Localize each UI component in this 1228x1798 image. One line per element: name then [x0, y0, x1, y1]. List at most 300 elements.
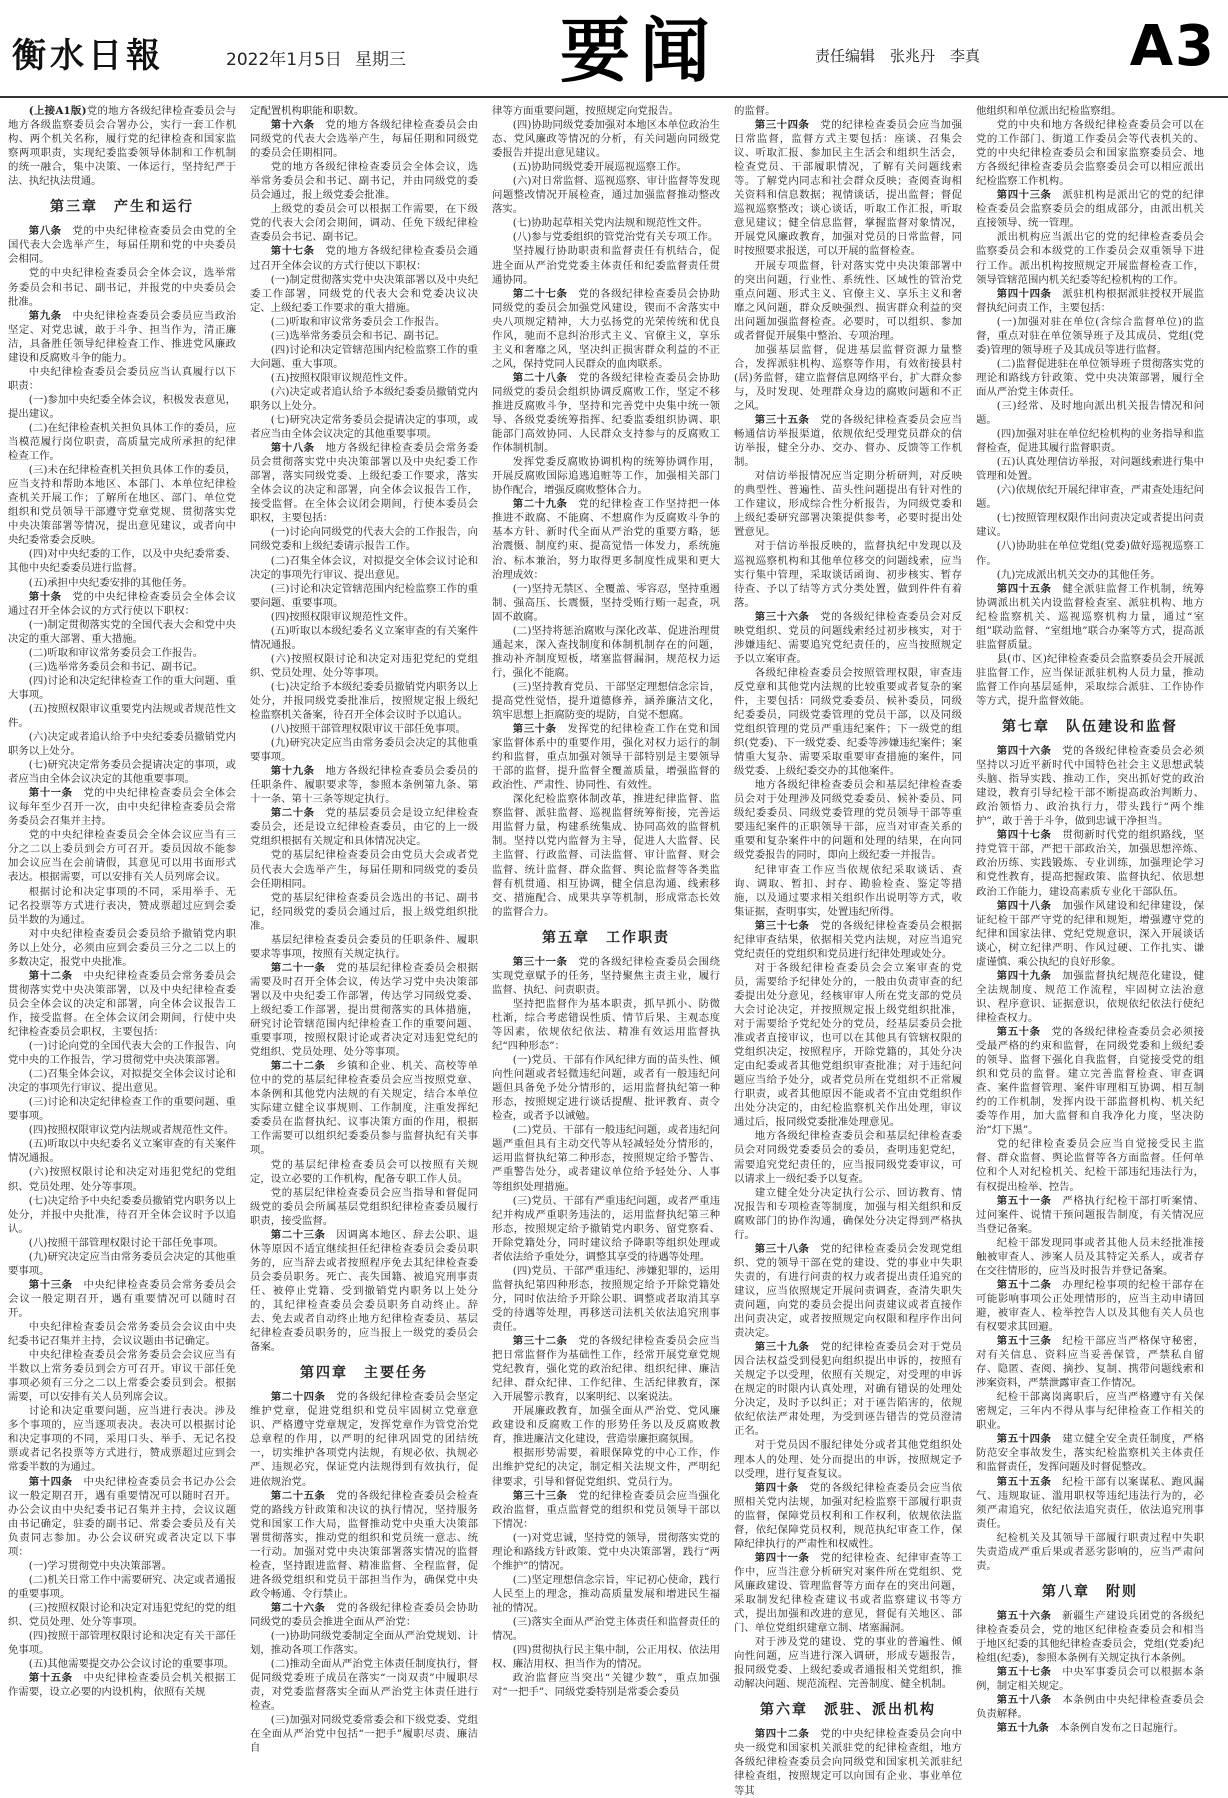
paragraph-text: 建立健全安全责任制度，严格防范安全事故发生，落实纪检监察机关主体责任和监督责任，发挥问题及时督促整改。 [976, 1433, 1205, 1474]
article-paragraph [734, 961, 962, 1130]
paragraph-text: 因调离本地区、辞去公职、退休等原因不适宜继续担任纪律检查委员会委员职务的，应当辞去或者按照程序免去其纪律检查委员会委员职务。死亡、丧失国籍、被追究刑事责任、被停止党籍、受到撤销党内职务以上处分的，其纪律检查委员会委员职务自动终止。辞去、免去或者自动终止地方纪律检查委员、基层纪律检查委员职务的，应当报上一级党的委员会备案。 [250, 1228, 479, 1354]
paragraph-text: 纪检机关及其领导干部履行职责过程中失职失责造成严重后果或者恶劣影响的，应当严肃问责。 [976, 1531, 1204, 1572]
paragraph-text: (八)按照干部管理权限审议干部任免事项。 [270, 723, 466, 736]
article-paragraph [976, 568, 1204, 582]
article-paragraph [492, 1334, 720, 1404]
paragraph-text: (九)研究决定应当由常务委员会决定的其他重要事项。 [8, 1250, 236, 1277]
article-paragraph [250, 1657, 478, 1713]
paragraph-text: (二)推动全面从严治党主体责任制度执行，督促同级党委班子成员在落实“一岗双责”中履职尽责，对党委监督落实全面从严治党主体责任进行检查。 [250, 1658, 478, 1713]
article-paragraph [734, 1242, 962, 1340]
paragraph-text: 对于党员因不服纪律处分或者其他党组织处理本人的处理、处分而提出的申诉，按照规定予以受理，进行复查复议。 [734, 1439, 962, 1480]
paragraph-text: (二)党员、干部有一般违纪问题，或者违纪问题严重但具有主动交代等从轻减轻处分情形的，运用监督执纪第二种形态，按照规定给予警告、严重警告处分，或者建议单位给予轻处分、人事等组织处理措施。 [492, 1124, 720, 1193]
paragraph-text: 对中央纪律检查委员会委员给予撤销党内职务以上处分，必须由应到会委员三分之二以上的多数决定，报党中央批准。 [8, 927, 236, 968]
article-paragraph [8, 421, 236, 463]
paragraph-text: 中央纪律检查委员会常务委员会贯彻落实党中央决策部署，以及中央纪律检查委员会全体会议的决定和部署，向全体会议报告工作，接受监督。在全体会议闭会期间，行使中央纪律检查委员会职权，主要包括： [8, 969, 237, 1038]
article-paragraph [250, 1228, 478, 1354]
paragraph-text: (二)在纪律检查机关担负具体工作的委员，应当模范履行岗位职责，高质量完成所承担的纪律检查工作。 [8, 421, 236, 463]
article-paragraph [250, 1059, 478, 1157]
article-paragraph [976, 1236, 1204, 1278]
paragraph-text: 党的纪律检查委员会应当自觉接受民主监督、群众监督、舆论监督等各方面监督。任何单位和个人对纪检机关、纪检干部违纪违法行为，有权提出检举、控告。 [976, 1138, 1204, 1193]
article-paragraph [250, 413, 478, 441]
paragraph-text: 党的地方各级纪律检查委员会由同级党的代表大会选举产生，每届任期和同级党的委员会任期相同。 [250, 119, 479, 160]
paragraph-text: 中央纪律检查委员会常务委员会会议由中央纪委书记召集并主持，会议议题由书记确定。 [8, 1320, 236, 1348]
article-paragraph [8, 969, 236, 1039]
paragraph-text: 对于各级纪律检查委员会会立案审查的党员，需要给予纪律处分的，一般由负责审查的纪委提出处分意见，经核审审人所在党支部的党员大会讨论决定，并按照规定报上级党组织批准，对于需要给予党纪处分的党员，经基层委员会批准或者直接审议，也可以在其他具有管辖权限的党组织决定，按照程序，开除党籍的，其处分决定由纪委或者其他党组织审查批准；对于违纪问题应当给予处分，或者党员所在党组织不正常履行职责，或者其他原因不能或者不宜由党组织作出处分决定的，由纪检监察机关作出处理，审议通过后，报同级党委批准处理意见。 [734, 961, 962, 1129]
paragraph-text: 党的纪律检查委员会应当加强日常监督，监督方式主要包括：座谈、召集会议、听取汇报、参加民主生活会和组织生活会，检查党员、干部履职情况，了解有关问题线索等。了解党内同志和社会群众反映；查阅查询相关资料和信息数据；视情谈话，提出监督；督促巡视巡察整改；谈心谈话，听取工作汇报，听取意见建议；健全信息监督，掌握监督对象情况，开展党风廉政教育，加强对党员的日常监督，同时按照要求报送，可以开展的监督检查。 [734, 119, 963, 258]
article-number: 第五十四条 [996, 1433, 1063, 1446]
article-number: 第五十六条 [996, 1609, 1063, 1622]
article-paragraph [8, 885, 236, 927]
article-number: 第四十条 [754, 1481, 810, 1494]
article-paragraph [492, 1264, 720, 1334]
paragraph-text: 中央纪律检查委员会机关根据工作需要，设立必要的内设机构，依照有关规 [8, 1672, 237, 1699]
article-paragraph [492, 1643, 720, 1671]
paragraph-text: 地方各级纪律检查委员会和基层纪律检查委员会对同级党委委员会的委员，查明违犯党纪，需要追究党纪责任的，应当报同级党委审议，可以请求上一级纪委予以复查。 [734, 1130, 962, 1185]
section-title: 要闻 [560, 10, 720, 92]
paragraph-text: (五)其他需要提交办公会议讨论的重要事项。 [28, 1658, 235, 1671]
chapter-heading: 第五章 工作职责 [542, 929, 670, 946]
paragraph-text: 党的纪律检查委员会发现党组织、党的领导干部在党的建设、党的事业中失职失责的，有进行问责的权力或者提出责任追究的建议，应当依照规定开展问责调查，查清失职失责问题，向党的委员会提出问责建议或者直接作出问责决定，或者按照规定向权限和程序作出问责决定。 [734, 1242, 963, 1340]
paragraph-text: 纪检干部应当严格保守秘密，对有关信息、资料应当妥善保管，严禁私自留存、隐匿、查阅、摘抄、复制、携带问题线索和涉案资料，严禁泄露审查工作情况。 [976, 1335, 1205, 1390]
newspaper-logo: 衡水日報 [12, 36, 164, 76]
paragraph-text: 根据形势需要，着眼保障党的中心工作，作出维护党纪的决定，制定相关法规文件，严明纪律要求，引导和督促党组织、党员行为。 [492, 1447, 720, 1488]
article-paragraph [492, 1123, 720, 1193]
article-number: 第四十九条 [996, 969, 1063, 982]
article-number: 第四十五条 [996, 582, 1063, 595]
paragraph-text: (五)认真处理信访举报，对问题线索进行集中管理和处置。 [976, 456, 1204, 483]
article-paragraph [8, 576, 236, 590]
paragraph-text: 定配置机构职能和职数。 [250, 105, 365, 117]
paragraph-text: 党的基层纪律检查委员会可以按照有关规定，设立必要的工作机构，配备专职工作人员。 [250, 1158, 478, 1185]
paragraph-text: 派驻机构是派出它的党的纪律检查委员会监察委员会的组成部分，由派出机关直接领导、统一管理。 [976, 189, 1205, 230]
article-paragraph [492, 160, 720, 174]
article-paragraph [250, 385, 478, 413]
article-paragraph [8, 309, 236, 365]
article-paragraph [8, 1278, 236, 1320]
article-paragraph [250, 610, 478, 624]
article-number: 第十六条 [270, 119, 326, 132]
article-paragraph [492, 174, 720, 216]
article-number: 第十一条 [28, 787, 84, 800]
article-number: 第三十五条 [754, 414, 821, 427]
article-paragraph [976, 118, 1204, 188]
article-paragraph [250, 736, 478, 764]
article-paragraph [250, 371, 478, 385]
paragraph-text: 基层纪律检查委员会委员的任职条件、履职要求等事项，按照有关规定执行。 [250, 933, 478, 960]
article-number: 第三十八条 [754, 1242, 821, 1255]
article-paragraph [250, 343, 478, 371]
paragraph-text: (五)承担中央纪委安排的其他任务。 [28, 576, 193, 589]
article-paragraph [8, 590, 236, 618]
paragraph-text: 加强作风建设和纪律建设，保证纪检干部严守党的纪律和规矩，增强遵守党的纪律和国家法律、党纪党规意识，深入开展谈话谈心，树立纪律严明、作风过硬、工作扎实、谦虚谨慎、乘公执纪的良好形象。 [976, 899, 1205, 968]
paragraph-text: 地方各级纪律检查委员会委员的任职条件、履职要求等，参照本条例第九条、第十一条、第十三条等规定执行。 [250, 765, 479, 806]
article-paragraph [492, 244, 720, 286]
paragraph-text: (五)听取以中央纪委名义立案审查的有关案件情况通报。 [8, 1138, 236, 1165]
article-paragraph [250, 848, 478, 890]
paragraph-text: (七)决定给予中央纪委委员撤销党内职务以上处分，并报中央批准，待召开全体会议时予以追认。 [8, 1194, 236, 1235]
article-paragraph [976, 230, 1204, 286]
paragraph-text: (四)讨论和决定纪律检查工作的重大问题、重大事项。 [8, 674, 236, 701]
paragraph-text: 对信访举报情况应当定期分析研判，对反映的典型性、普遍性、苗头性问题提出有针对性的工作建议，形成综合性分析报告，为同级党委和上级纪委研究部署决策提供参考，必要时提出处置意见。 [734, 470, 962, 539]
article-paragraph [492, 1615, 720, 1643]
article-paragraph [734, 1438, 962, 1480]
paragraph-text: (一)参加中央纪委全体会议，积极发表意见，提出建议。 [8, 393, 236, 420]
paragraph-text: 地方各级纪律检查委员会常务委员会贯彻落实党中央决策部署以及中央纪委工作部署，落实同级党委、上级纪委工作要求，落实全体会议的决定和部署，向全体会议报告工作，接受监督。在全体会议闭会期间，行使本委员会职权，主要包括： [250, 442, 479, 525]
paragraph-text: (一)制定贯彻落实党中央决策部署以及中央纪委工作部署，同级党的代表大会和党委决议决定、上级纪委工作要求的重大措施。 [250, 273, 478, 314]
article-number: 第五十二条 [996, 1278, 1063, 1291]
paragraph-text: 建立健全处分决定执行公示、回访教育、情况报告和专项检查等制度，加强与相关组织和反腐败部门的协作沟通，确保处分决定得到严格执行。 [734, 1186, 962, 1241]
article-number: 第三十九条 [754, 1341, 821, 1354]
paragraph-text: 深化纪检监察体制改革，推进纪律监督、监察监督、派驻监督、巡视监督统筹衔接，完善运用监督力量，构建系统集成、协同高效的监督机制。坚持以党内监督为主导，促进人大监督、民主监督、行政监督、司法监督、审计监督、财会监督、统计监督、群众监督、舆论监督等各类监督有机贯通、相互协调，健全信息沟通、线索移交、措施配合、成果共享等机制，形成常态长效的监督合力。 [492, 793, 720, 918]
paragraph-text: 派出机构应当派出它的党的纪律检查委员会监察委员会和本级党的工作委员会双重领导下进行工作。派出机构按照规定开展监督检查工作，领导管辖范围内机关纪委等纪检机构的工作。 [976, 231, 1204, 286]
continuation-note: (上接A1版) [28, 105, 87, 117]
paragraph-text: 党的各级纪律检查委员会根据纪律审查结果，依据相关党内法规，对应当追究党纪责任的党组织和党员进行纪律处理或处分。 [734, 919, 963, 960]
paragraph-text: 根据讨论和决定事项的不同，采用举手、无记名投票等方式进行表决，赞成票超过应到会委员半数的为通过。 [8, 885, 236, 926]
article-paragraph [8, 224, 236, 266]
paragraph-text: (三)坚持教育党员、干部坚定理想信念宗旨，提高党性觉悟，提升道德修养，涵养廉洁文化，筑牢思想上拒腐防变的堤防，自觉不想腐。 [492, 680, 720, 722]
paragraph-text: 中央纪律检查委员会委员应当认真履行以下职责： [8, 365, 236, 392]
article-paragraph [250, 933, 478, 961]
paragraph-text: (六)决定或者追认给予本级纪委委员撤销党内职务以上处分。 [250, 385, 478, 412]
paragraph-text: 党的基层纪律检查委员会根据需要及时召开全体会议，传达学习党中央决策部署以及中央纪委工作部署，传达学习同级党委、上级纪委工作部署，提出贯彻落实的具体措施，研究讨论管辖范围内纪律检查工作的重要问题、重要事项，按照权限讨论或者决定对违犯党纪的党组织、党员处理、处分等事项。 [250, 961, 479, 1059]
paragraph-text: 纪检干部有以案谋私、跑风漏气、违规取证、滥用职权等违纪违法行为的，必须严肃追究，依纪依法追究责任，依法追究刑事责任。 [976, 1475, 1205, 1530]
article-paragraph [976, 969, 1204, 1025]
article-paragraph [250, 1390, 478, 1488]
article-paragraph [734, 1186, 962, 1242]
paragraph-text: 党的纪律检查委员会对于党员因合法权益受到侵犯向组织提出申诉的，按照有关规定予以受理，依照有关规定，对受理的申诉在规定的时限内认真处理，对确有错误的处理处分决定，及时予以纠正；对于诬告陷害的，依规依纪依法严肃处理，为受到诬告错告的党员澄清正名。 [734, 1341, 963, 1438]
paragraph-text: (二)机关日常工作中需要研究、决定或者通报的重要事项。 [8, 1573, 236, 1600]
paragraph-text: 各级纪律检查委员会按照管理权限，审查违反党章和其他党内法规的比较重要或者复杂的案件，主要包括：同级党委委员、候补委员，同级纪委委员，同级党委管理的党员干部，以及同级党组织管理的党员严重违纪案件；下一级党的组织(党委)、下一级党委、纪委等涉嫌违纪案件；案情重大复杂、需要采取重要审查措施的案件，同级党委、上级纪委交办的其他案件。 [734, 666, 962, 778]
article-paragraph [734, 104, 962, 118]
paragraph-text: (三)经常、及时地向派出机关报告情况和问题。 [976, 399, 1204, 427]
article-paragraph [8, 1250, 236, 1278]
chapter-heading: 第三章 产生和运行 [50, 199, 194, 216]
article-number: 第五十五条 [996, 1475, 1063, 1488]
article-paragraph [976, 1390, 1204, 1432]
paragraph-text: 开展廉政教育，加强全面从严治党、党风廉政建设和反腐败工作的形势任务以及反腐败教育，推进廉洁文化建设，营造崇廉拒腐氛围。 [492, 1405, 720, 1446]
article-paragraph [976, 357, 1204, 399]
article-paragraph [250, 764, 478, 806]
article-paragraph [492, 1404, 720, 1446]
article-paragraph [492, 1531, 720, 1573]
paragraph-text: 党的基层纪律检查委员会选出的书记、副书记，经同级党的委员会通过后，报上级党组织批准。 [250, 891, 478, 932]
article-number: 第四十八条 [996, 899, 1063, 912]
article-number: 第二十六条 [270, 1601, 337, 1614]
article-paragraph [976, 1278, 1204, 1334]
article-paragraph [976, 1531, 1204, 1573]
paragraph-text: (七)按照管理权限作出问责决定或者提出问责建议。 [976, 512, 1204, 539]
article-paragraph [8, 618, 236, 646]
paragraph-text: 讨论和决定重要问题，应当进行表决。涉及多个事项的，应当逐项表决。表决可以根据讨论和决定事项的不同，采用口头、举手、无记名投票或者记名投票等方式进行，赞成票超过应到会常委半数的为通过。 [8, 1405, 236, 1474]
paragraph-text: 纪检干部发现同事或者其他人员未经批准接触被审查人、涉案人员及其特定关系人，或者存在交往情形的，应当及时报告并登记备案。 [976, 1236, 1204, 1277]
paragraph-text: 加强监督执纪规范化建设，健全法规制度、规范工作流程，牢固树立法治意识、程序意识、证据意识，依规依纪依法行使纪律检查权力。 [976, 969, 1205, 1024]
article-paragraph [250, 244, 478, 272]
article-number: 第五十七条 [996, 1666, 1063, 1679]
article-number: 第四十一条 [754, 1551, 821, 1564]
article-number: 第九条 [28, 309, 73, 322]
article-paragraph [492, 455, 720, 497]
article-paragraph [734, 413, 962, 469]
article-paragraph [976, 1137, 1204, 1193]
article-number: 第四十六条 [996, 745, 1063, 758]
article-number: 第十三条 [28, 1278, 84, 1291]
article-paragraph [976, 455, 1204, 483]
paragraph-text: 党的地方各级纪律检查委员会与地方各级监察委员会合署办公，实行一套工作机构、两个机关名称，履行党的纪律检查和国家监察两项职责，实现纪委监委领导体制和工作机制的统一融合，集中决策、一体运行，坚持纪严于法、执纪执法贯通。 [8, 105, 237, 188]
paragraph-text: (五)协助同级党委开展巡视巡察工作。 [512, 161, 688, 174]
article-paragraph [8, 1559, 236, 1573]
page-number: A3 [1129, 14, 1216, 79]
paragraph-text: 严格执行纪检干部打听案情、过问案件、说情干预问题报告制度，有关情况应当登记备案。 [976, 1194, 1205, 1235]
article-paragraph [8, 1067, 236, 1095]
article-number: 第二十五条 [270, 1489, 337, 1502]
article-number: 第三十六条 [754, 610, 821, 623]
paragraph-text: (一)协助同级党委制定全面从严治党规划、计划，推动各项工作落实。 [250, 1630, 478, 1657]
paragraph-text: 党的各级纪律检查委员会必须坚持以习近平新时代中国特色社会主义思想武装头脑、指导实践、推动工作，突出抓好党的政治建设，教育引导纪检干部不断提高政治判断力、政治领悟力、政治执行力，带头践行“两个维护”，敢于善于斗争，做到忠诚干净担当。 [976, 745, 1205, 828]
paragraph-text: (二)坚持将惩治腐败与深化改革、促进治理贯通起来，深入查找制度和体制机制存在的问题，推动补齐制度短板，堵塞监督漏洞，规范权力运行，强化不能腐。 [492, 624, 720, 679]
paragraph-text: (二)坚定理想信念宗旨，牢记初心使命，践行人民至上的理念，推动高质量发展和增进民生福祉的情况。 [492, 1573, 720, 1614]
paragraph-text: (二)听取和审议常务委员会工作报告。 [28, 646, 204, 659]
article-number: 第三十二条 [512, 1335, 579, 1348]
article-paragraph [250, 104, 478, 118]
article-paragraph [8, 104, 236, 188]
paragraph-text: (一)制定贯彻落实党的全国代表大会和党中央决定的重大部署、重大措施。 [8, 618, 236, 645]
article-number: 第三十一条 [512, 955, 579, 968]
paragraph-text: 县(市、区)纪律检查委员会监察委员会开展派驻监督工作，应当保证派驻机构人员力量，推动监督工作向基层延伸，采取综合派驻、工作协作等方式，提升监督效能。 [976, 652, 1204, 707]
article-paragraph [8, 758, 236, 786]
paragraph-text: (六)决定或者追认给予中央纪委委员撤销党内职务以上处分。 [8, 731, 236, 758]
paragraph-text: (九)研究决定应当由常务委员会决定的其他重要事项。 [250, 737, 478, 764]
paragraph-text: (四)加强对驻在单位纪检机构的业务指导和监督检查，促进其履行监督职责。 [976, 428, 1204, 455]
article-paragraph [734, 539, 962, 609]
paragraph-text: 律等方面重要问题，按照规定向党报告。 [492, 105, 680, 117]
paragraph-text: (一)加强对驻在单位(含综合监督单位)的监督，重点对驻在单位领导班子及其成员、党组(党委)管理的领导班子及其成员等进行监督。 [976, 315, 1204, 356]
paragraph-text: 党的中央纪律检查委员会全体会议，选举常务委员会和书记、副书记，并报党的中央委员会批准。 [8, 267, 236, 308]
paragraph-text: 开展专项监督，针对落实党中央决策部署中的突出问题，行业性、系统性、区域性的管治党重点问题、形式主义、官僚主义、享乐主义和奢靡之风问题，群众反映强烈、损害群众利益的突出问题加强监督检查。必要时，可以组织、参加或者督促开展集中整治、专项治理。 [734, 259, 962, 342]
article-paragraph [250, 652, 478, 680]
paragraph-text: (三)党员、干部有严重违纪问题，或者严重违纪并构成严重职务违法的，运用监督执纪第三种形态，按照规定给予撤销党内职务、留党察看、开除党籍处分，同时建议给予降职等组织处理或者依法给予重处分，调整其享受的待遇等处理。 [492, 1194, 720, 1263]
paragraph-text: 纪律审查工作应当依规依纪采取谈话、查询、调取、暂扣、封存、勘验检查、鉴定等措施，以及通过要求相关组织作出说明等方式，收集证据，查明事实，处置违纪所得。 [734, 863, 962, 918]
article-paragraph [250, 1629, 478, 1657]
paragraph-text: (三)加强对同级党委常委会和下级党委、党组在全面从严治党中包括“一把手”履职尽责、廉洁自 [250, 1714, 478, 1755]
article-paragraph [492, 287, 720, 371]
paragraph-text: 上级党的委员会可以根据工作需要，在下级党的代表大会闭会期间，调动、任免下级纪律检查委员会书记、副书记。 [250, 203, 478, 244]
paragraph-text: (二)监督促进驻在单位领导班子贯彻落实党的理论和路线方针政策、党中央决策部署，履行全面从严治党主体责任。 [976, 357, 1204, 398]
article-paragraph [492, 371, 720, 455]
paragraph-text: (八)协助驻在单位党组(党委)做好巡视巡察工作。 [976, 540, 1204, 567]
article-paragraph [250, 273, 478, 315]
paragraph-text: (二)召集全体会议，对拟提交全体会议讨论和决定的事项先行审议、提出意见。 [250, 554, 478, 581]
paragraph-text: 本条例由中央纪律检查委员会负责解释。 [976, 1694, 1205, 1721]
article-paragraph [8, 702, 236, 730]
article-number: 第二十二条 [270, 1060, 337, 1073]
text-column-2 [250, 104, 478, 1784]
paragraph-text: 中央纪律检查委员会书记办公会议一般定期召开，遇有重要情况可以随时召开。办公会议由中央纪委书记召集并主持，会议议题由书记确定，驻委的副书记、常委会委员及有关负责同志参加。办公会议研究或者决定以下事项： [8, 1475, 237, 1558]
article-paragraph [976, 1475, 1204, 1531]
article-paragraph [250, 1158, 478, 1186]
paragraph-text: 党的纪律检查工作坚持把一体推进不敢腐、不能腐、不想腐作为反腐败斗争的基本方针、新时代全面从严治党的重要方略，惩治震慑、制度约束、提高觉悟一体发力，系统施治、标本兼治，努力取得更多制度性成果和更大治理成效： [492, 498, 721, 581]
paragraph-text: 的监督。 [734, 105, 776, 117]
paragraph-text: (一)坚持无禁区、全覆盖、零容忍，坚持重遏制、强高压、长震慑，坚持受贿行贿一起查，巩固不敢腐。 [492, 582, 720, 623]
paragraph-text: (四)按照干部管理权限讨论和决定有关干部任免事项。 [8, 1630, 236, 1657]
paragraph-text: 党的地方各级纪律检查委员会通过召开全体会议的方式行使以下职权： [250, 245, 479, 272]
article-paragraph [492, 955, 720, 997]
paragraph-text: (六)依规依纪开展纪律审查，严肃查处违纪问题。 [976, 484, 1204, 511]
paragraph-text: 加强基层监督，促进基层监督资源力量整合，发挥派驻机构、巡察等作用，有效衔接县村(居)务监督，建立监督信息网络平台，扩大群众参与，及时发现、处理群众身边的腐败问题和不正之风。 [734, 343, 962, 412]
paragraph-text: 党的中央纪律检查委员会向中央一级党和国家机关派驻党的纪律检查组，地方各级纪律检查委员会向同级党和国家机关派驻纪律检查组，按照规定可以向国有企业、事业单位等其 [734, 1728, 963, 1797]
paragraph-text: (一)讨论向同级党的代表大会的工作报告，向同级党委和上级纪委请示报告工作。 [250, 526, 478, 553]
paragraph-text: 发挥党委反腐败协调机构的统筹协调作用，开展反腐败国际追逃追赃等工作，加强相关部门协作配合，增强反腐败整体合力。 [492, 456, 720, 497]
article-paragraph [976, 1693, 1204, 1721]
paragraph-text: 办理纪检事项的纪检干部存在可能影响事项公正处理情形的，应当主动申请回避，被审查人、检举控告人以及其他有关人员也有权要求其回避。 [976, 1278, 1205, 1333]
paragraph-text: 他组织和单位派出纪检监察组。 [976, 105, 1122, 117]
article-paragraph [250, 722, 478, 736]
paragraph-text: 党的各级纪律检查委员会坚定维护党章，促进党组织和党员牢固树立党章意识、严格遵守党章规定，发挥党章作为管党治党总章程的作用，以严明的纪律巩固党的团结统一，切实维护各项党内法规，有规必依、执规必严、违规必究，保证党内法规得到有效执行，促进依规治党。 [250, 1391, 479, 1488]
article-paragraph [250, 329, 478, 343]
article-number: 第二十条 [270, 807, 326, 820]
paragraph-text: 党的各级纪律检查委员会协助同级党的委员会加强党风建设，锲而不舍落实中央八项规定精神，大力弘扬党的光荣传统和优良作风，驰而不息纠治形式主义、官僚主义，享乐主义和奢靡之风，坚决纠正损害群众利益的不正之风，保持党同人民群众的血肉联系。 [492, 287, 721, 370]
article-paragraph [8, 1123, 236, 1137]
paragraph-text: (九)完成派出机关交办的其他任务。 [996, 568, 1161, 581]
article-paragraph [250, 1489, 478, 1601]
chapter-heading: 第四章 主要任务 [300, 1365, 428, 1382]
text-column-1 [8, 104, 236, 1784]
paragraph-text: 对于涉及党的建设、党的事业的普遍性、倾向性问题，应当进行深入调研，形成专题报告，报同级党委、上级纪委或者通报相关党组织，推动解决问题、规范流程、完善制度、健全机制。 [734, 1636, 962, 1691]
article-paragraph [976, 104, 1204, 118]
article-paragraph [250, 315, 478, 329]
chapter-heading: 第八章 附则 [1042, 1583, 1138, 1600]
text-column-5 [976, 104, 1204, 1784]
chapter-heading: 第七章 队伍建设和监督 [1002, 719, 1178, 736]
paragraph-text: 坚持履行协助职责和监督责任有机结合，促进全面从严治党党委主体责任和纪委监督责任贯通协同。 [492, 245, 720, 286]
paragraph-text: 党的各级纪律检查委员会对反映党组织、党员的问题线索经过初步核实，对于涉嫌违纪、需要追究党纪责任的，应当按照规定予以立案审查。 [734, 610, 963, 665]
article-number: 第十九条 [270, 765, 326, 778]
article-paragraph [492, 624, 720, 680]
paragraph-text: (一)学习贯彻党中央决策部署。 [28, 1559, 172, 1572]
article-paragraph [492, 722, 720, 792]
article-number: 第五十一条 [996, 1194, 1063, 1207]
article-paragraph [8, 1236, 236, 1250]
article-paragraph [976, 1721, 1204, 1735]
article-paragraph [8, 660, 236, 674]
text-column-4 [734, 104, 963, 1797]
paragraph-text: (四)对中央纪委的工作，以及中央纪委常委、其他中央纪委委员进行监督。 [8, 548, 236, 575]
paragraph-text: 党的各级纪律检查委员会协助同级党的委员会组织协调反腐败工作，坚定不移推进反腐败斗争，坚持和完善党中央集中统一领导、各级党委统筹指挥、纪委监委组织协调、职能部门高效协同、人民群众支持参与的反腐败工作体制机制。 [492, 371, 721, 455]
paragraph-text: (二)听取和审议常务委员会工作报告。 [270, 315, 446, 328]
paragraph-text: 发挥党的纪律检查工作在党和国家监督体系中的重要作用，强化对权力运行的制约和监督，重点加强对领导干部特别是主要领导干部的监督，提升监督全覆盖质量，增强监督的政治性、严肃性、协同性、有效性。 [492, 723, 721, 792]
article-paragraph [492, 582, 720, 624]
article-paragraph [734, 610, 962, 666]
article-paragraph [492, 1194, 720, 1264]
article-paragraph [976, 427, 1204, 455]
article-paragraph [250, 202, 478, 244]
article-paragraph [8, 365, 236, 393]
article-paragraph [250, 806, 478, 848]
paragraph-text: 本条例自发布之日起施行。 [1059, 1722, 1184, 1735]
article-paragraph [734, 259, 962, 343]
article-paragraph [8, 1137, 236, 1165]
article-paragraph [8, 463, 236, 547]
article-paragraph [734, 919, 962, 961]
paragraph-text: (八)按照干部管理权限讨论干部任免事项。 [28, 1236, 224, 1249]
article-paragraph [250, 582, 478, 610]
article-number: 第五十八条 [996, 1694, 1063, 1707]
paragraph-text: (四)贯彻执行民主集中制，公正用权、依法用权、廉洁用权、担当作为的情况。 [492, 1644, 720, 1671]
article-paragraph [8, 393, 236, 421]
paragraph-text: 纪检干部离岗离职后，应当严格遵守有关保密规定，三年内不得从事与纪律检查工作相关的职业。 [976, 1391, 1204, 1432]
article-paragraph [976, 287, 1204, 315]
article-paragraph [976, 1609, 1204, 1665]
article-paragraph [250, 1601, 478, 1629]
paragraph-text: (五)按照权限审议重要党内法规或者规范性文件。 [8, 702, 236, 729]
article-paragraph [492, 1489, 720, 1531]
paragraph-text: 党的基层委员会是设立纪律检查委员会，还是设立纪律检查委员，由它的上一级党组织根据有关规定和具体情况决定。 [250, 807, 479, 848]
paragraph-text: (一)党员、干部有作风纪律方面的苗头性、倾向性问题或者轻微违纪问题，或者有一般违纪问题但具备免予处分情形的，运用监督执纪第一种形态，按照规定进行谈话提醒、批评教育、责令检查，或者予以诫勉。 [492, 1054, 720, 1123]
article-paragraph [976, 744, 1204, 828]
article-paragraph [250, 554, 478, 582]
paragraph-text: (四)讨论和决定管辖范围内纪检监察工作的重大问题、重大事项。 [250, 343, 478, 370]
article-paragraph [250, 1186, 478, 1228]
article-number: 第五十九条 [996, 1722, 1060, 1735]
paragraph-text: 党的基层纪律检查委员会应当指导和督促同级党的委员会所属基层党组织纪律检查委员履行职责，接受监督。 [250, 1186, 478, 1227]
paragraph-text: (一)讨论向党的全国代表大会的工作报告、向党中央的工作报告，学习贯彻党中央决策部署。 [8, 1040, 236, 1067]
article-paragraph [250, 441, 478, 525]
article-paragraph [8, 828, 236, 884]
article-paragraph [734, 666, 962, 778]
paragraph-text: 党的各级纪律检查委员会必须接受最严格的约束和监督，在同级党委和上级纪委的领导、监督下强化自我监督，自觉接受党的组织和党员的监督。建立完善监督检查、审查调查、案件监督管理、案件审理相互协调、相互制约的工作机制，发挥内设干部监督机构、机关纪委等作用，加大监督和自我净化力度，坚决防治“灯下黑”。 [976, 1026, 1205, 1137]
issue-weekday: 星期三 [355, 50, 406, 70]
article-paragraph [250, 118, 478, 160]
article-paragraph [492, 792, 720, 918]
article-paragraph [492, 497, 720, 581]
article-paragraph [976, 1665, 1204, 1693]
paragraph-text: 党的基层纪律检查委员会由党员大会或者党员代表大会选举产生，每届任期和同级党的委员会任期相同。 [250, 849, 478, 890]
paragraph-text: (七)研究决定常务委员会提请决定的事项，或者应当由全体会议决定的其他重要事项。 [250, 414, 478, 441]
paragraph-text: 对于信访举报反映的，监督执纪中发现以及巡视巡察机构和其他单位移交的问题线索，应当实行集中管理，采取谈话函询、初步核实、暂存待查、予以了结等方式分类处置，做到件件有着落。 [734, 540, 962, 609]
article-paragraph [8, 266, 236, 308]
paragraph-text: 党的中央纪律检查委员会全体会议每年至少召开一次，由中央纪律检查委员会常务委员会召集并主持。 [8, 787, 237, 828]
paragraph-text: (三)按照权限讨论和决定对违犯党纪的党的组织、党员处理、处分等事项。 [8, 1601, 236, 1628]
article-paragraph [976, 828, 1204, 898]
paragraph-text: 中央纪律检查委员会常务委员会会议应当有半数以上常务委员到会方可召开。审议干部任免事项必须有三分之二以上常委会委员到会。根据需要，可以安排有关人员列席会议。 [8, 1349, 236, 1404]
article-number: 第四十二条 [754, 1728, 821, 1741]
paragraph-text: (七)协助起草相关党内法规和规范性文件。 [512, 217, 708, 230]
article-paragraph [976, 483, 1204, 511]
article-paragraph [976, 1432, 1204, 1474]
article-paragraph [734, 343, 962, 413]
article-paragraph [734, 778, 962, 862]
article-paragraph [8, 1475, 236, 1559]
paragraph-text: 党的各级纪律检查委员会围绕实现党章赋予的任务，坚持聚焦主责主业，履行监督、执纪、问责职责。 [492, 955, 721, 996]
article-number: 第八条 [28, 225, 73, 238]
article-paragraph [8, 1348, 236, 1404]
article-paragraph [8, 547, 236, 575]
article-paragraph [250, 1713, 478, 1755]
article-paragraph [8, 1671, 236, 1699]
article-paragraph [250, 961, 478, 1059]
article-number: 第二十三条 [270, 1228, 337, 1241]
article-paragraph [976, 511, 1204, 539]
paragraph-text: (四)党员、干部严重违纪、涉嫌犯罪的，运用监督执纪第四种形态，按照规定给予开除党籍处分，同时依法给予开除公职、调整或者取消其享受的待遇等处理，再移送司法机关依法追究刑事责任。 [492, 1264, 720, 1333]
article-number: 第三十七条 [754, 919, 821, 932]
paragraph-text: 党的中央和地方各级纪律检查委员会可以在党的工作部门、街道工作委员会等代表机关的、党的中央纪律检查委员会和国家监察委员会、地方各级纪律检查委员会监察委员会可以相应派出纪检监察工作机构。 [976, 119, 1204, 188]
paragraph-text: (七)研究决定常务委员会提请决定的事项，或者应当由全体会议决定的其他重要事项。 [8, 759, 236, 786]
paragraph-text: (六)按照权限讨论和决定对违犯党纪的党组织、党员处理、处分等事项。 [8, 1166, 236, 1193]
article-number: 第十七条 [270, 245, 326, 258]
article-number: 第三十条 [512, 723, 568, 736]
article-number: 第二十一条 [270, 961, 337, 974]
article-paragraph [734, 1635, 962, 1691]
article-number: 第十条 [28, 590, 73, 603]
